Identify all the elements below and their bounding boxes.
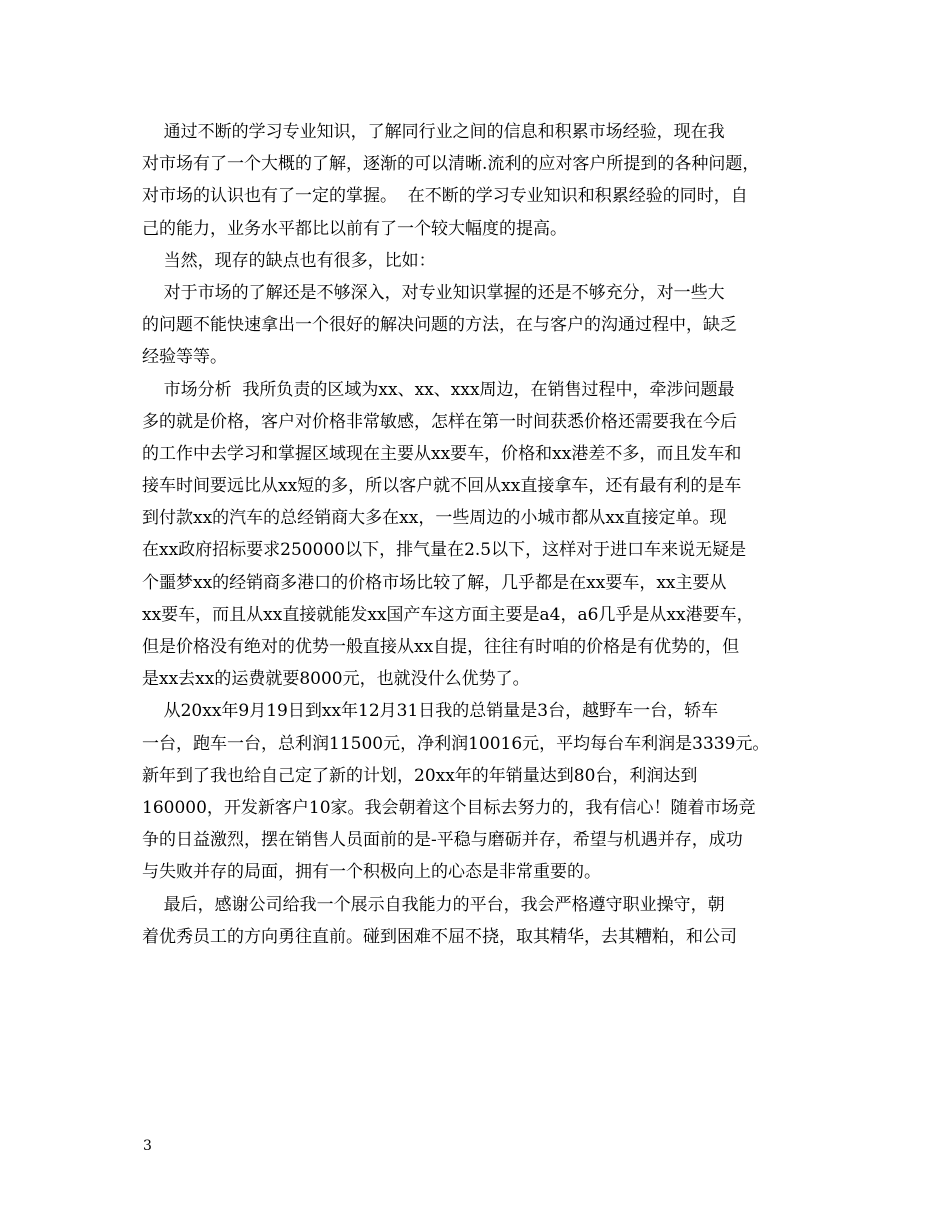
text-line: 从20xx年9月19日到xx年12月31日我的总销量是3台，越野车一台，轿车: [142, 701, 719, 722]
text-line: 着优秀员工的方向勇往直前。碰到困难不屈不挠，取其精华，去其糟粕，和公司: [142, 926, 737, 947]
text-line: 新年到了我也给自己定了新的计划，20xx年的年销量达到80台，利润达到: [142, 765, 698, 786]
text-line: 接车时间要远比从xx短的多，所以客户就不回从xx直接拿车，还有最有利的是车: [142, 476, 742, 497]
text-line: 经验等等。: [142, 347, 227, 368]
text-line: 是xx去xx的运费就要8000元，也就没什么优势了。: [142, 669, 530, 690]
text-line: 的问题不能快速拿出一个很好的解决问题的方法，在与客户的沟通过程中，缺乏: [142, 315, 737, 336]
text-line: 争的日益激烈，摆在销售人员面前的是-平稳与磨砺并存，希望与机遇并存，成功: [142, 830, 743, 851]
text-line: 一台，跑车一台，总利润11500元，净利润10016元，平均每台车利润是3339元。: [142, 733, 770, 754]
text-line: 通过不断的学习专业知识，了解同行业之间的信息和积累市场经验，现在我: [142, 122, 725, 142]
text-line: 但是价格没有绝对的优势一般直接从xx自提，往往有时咱的价格是有优势的，但: [142, 637, 740, 657]
text-line: 个噩梦xx的经销商多港口的价格市场比较了解，几乎都是在xx要车，xx主要从: [142, 572, 727, 593]
text-line: 的工作中去学习和掌握区域现在主要从xx要车，价格和xx港差不多，而且发车和: [142, 443, 742, 464]
text-line: 最后，感谢公司给我一个展示自我能力的平台，我会严格遵守职业操守，朝: [142, 894, 725, 915]
text-line: 在xx政府招标要求250000以下，排气量在2.5以下，这样对于进口车来说无疑是: [142, 540, 747, 561]
document-body: [142, 116, 814, 953]
text-line: 当然，现存的缺点也有很多，比如：: [142, 250, 436, 271]
text-line: 160000，开发新客户10家。我会朝着这个目标去努力的，我有信心！随着市场竞: [142, 797, 756, 818]
text-line: 对于市场的了解还是不够深入，对专业知识掌握的还是不够充分，对一些大: [142, 282, 725, 303]
text-line: 多的就是价格，客户对价格非常敏感，怎样在第一时间获悉价格还需要我在今后: [142, 411, 737, 432]
text-line: 市场分析 我所负责的区域为xx、xx、xxx周边，在销售过程中，牵涉问题最: [142, 379, 735, 400]
text-line: 对市场有了一个大概的了解，逐渐的可以清晰.流利的应对客户所提到的各种问题，: [142, 154, 760, 175]
text-line: xx要车，而且从xx直接就能发xx国产车这方面主要是a4，a6几乎是从xx港要车，: [142, 604, 754, 625]
page-number: 3: [143, 1138, 152, 1154]
text-line: 与失败并存的局面，拥有一个积极向上的心态是非常重要的。: [142, 862, 601, 883]
text-line: 到付款xx的汽车的总经销商大多在xx，一些周边的小城市都从xx直接定单。现: [142, 508, 727, 529]
text-line: 对市场的认识也有了一定的掌握。 在不断的学习专业知识和积累经验的同时，自: [142, 186, 748, 207]
text-line: 己的能力，业务水平都比以前有了一个较大幅度的提高。: [142, 218, 567, 239]
